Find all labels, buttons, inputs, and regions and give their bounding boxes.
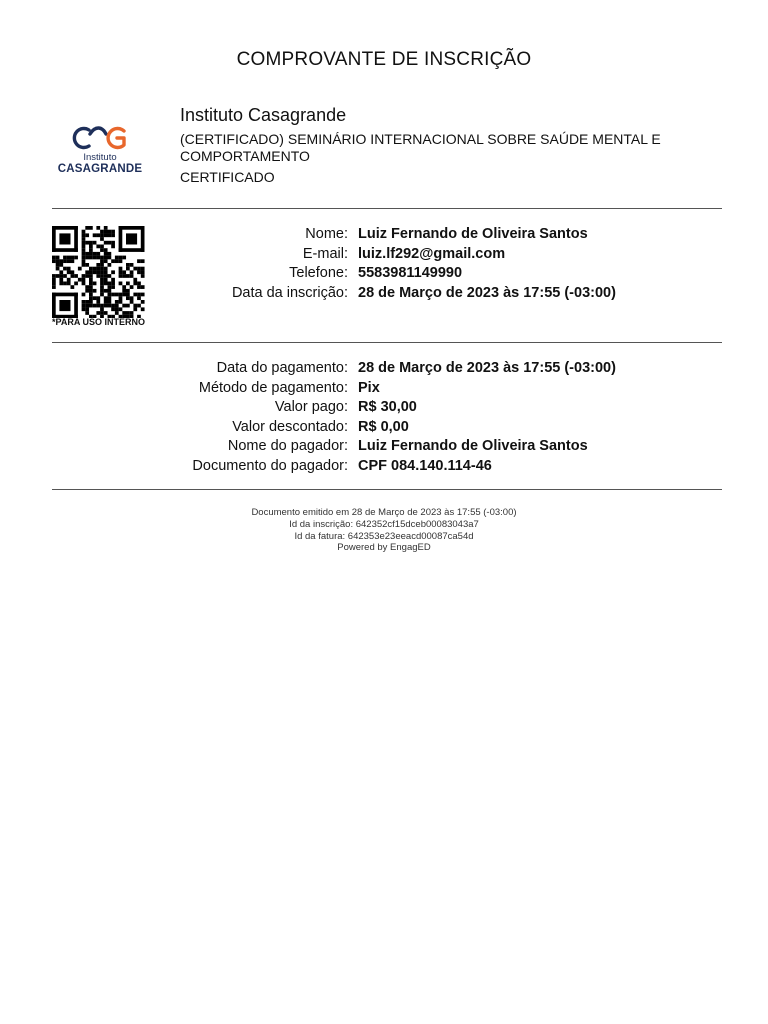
detail-label: E-mail:	[302, 245, 348, 262]
cg-logo-mark-icon	[52, 124, 148, 154]
qr-internal-note: *PARA USO INTERNO	[52, 317, 146, 327]
detail-row-email	[0, 246, 768, 266]
detail-label: Data da inscrição:	[231, 284, 348, 301]
institute-logo	[52, 124, 148, 178]
detail-value: luiz.lf292@gmail.com	[358, 245, 506, 262]
detail-row-registration-date	[0, 285, 768, 305]
payment-row-discount	[0, 419, 768, 439]
detail-row-name	[0, 226, 768, 246]
payment-value: 28 de Março de 2023 às 17:55 (-03:00)	[358, 360, 616, 376]
divider	[52, 208, 722, 209]
payment-value: CPF 084.140.114-46	[358, 458, 492, 474]
footer-issued: Documento emitido em 28 de Março de 2023 às 17:55 (-03:00)	[251, 507, 517, 518]
payment-label: Nome do pagador:	[227, 438, 348, 455]
payment-label: Método de pagamento:	[198, 379, 348, 396]
payment-value: R$ 30,00	[358, 399, 417, 416]
payment-label: Documento do pagador:	[192, 458, 348, 474]
ticket-type: CERTIFICADO	[180, 169, 275, 185]
footer-invoice-id: Id da fatura: 642353e23eeacd00087ca54d	[294, 530, 474, 542]
payment-label: Valor descontado:	[232, 418, 348, 435]
detail-label: Nome:	[305, 226, 348, 242]
payment-row-date	[0, 360, 768, 380]
detail-row-phone	[0, 265, 768, 285]
organization-name: Instituto Casagrande	[180, 105, 347, 125]
payment-row-payer-document	[0, 458, 768, 478]
page-title: COMPROVANTE DE INSCRIÇÃO	[236, 49, 532, 70]
payment-label: Valor pago:	[274, 399, 348, 416]
footer-powered-by: Powered by EngagED	[337, 542, 431, 554]
divider	[52, 342, 722, 343]
divider	[52, 489, 722, 490]
payment-label: Data do pagamento:	[216, 360, 348, 376]
document-footer	[0, 507, 768, 554]
detail-value: 5583981149990	[358, 265, 463, 281]
footer-registration-id: Id da inscrição: 642352cf15dceb00083043a7	[289, 518, 479, 530]
payment-value: Luiz Fernando de Oliveira Santos	[358, 438, 588, 455]
payment-value: Pix	[358, 379, 380, 396]
detail-value: 28 de Março de 2023 às 17:55 (-03:00)	[358, 284, 616, 301]
payment-value: R$ 0,00	[358, 418, 409, 435]
logo-wordmark: CASAGRANDE	[57, 163, 143, 175]
payment-row-payer-name	[0, 438, 768, 458]
logo-subtitle: Instituto	[83, 152, 117, 163]
detail-label: Telefone:	[289, 265, 348, 281]
detail-value: Luiz Fernando de Oliveira Santos	[358, 226, 588, 242]
event-name: (CERTIFICADO) SEMINÁRIO INTERNACIONAL SOBRE SAÚDE MENTAL E COMPORTAMENTO	[180, 131, 661, 164]
payment-row-amount-paid	[0, 399, 768, 419]
payment-row-method	[0, 380, 768, 400]
